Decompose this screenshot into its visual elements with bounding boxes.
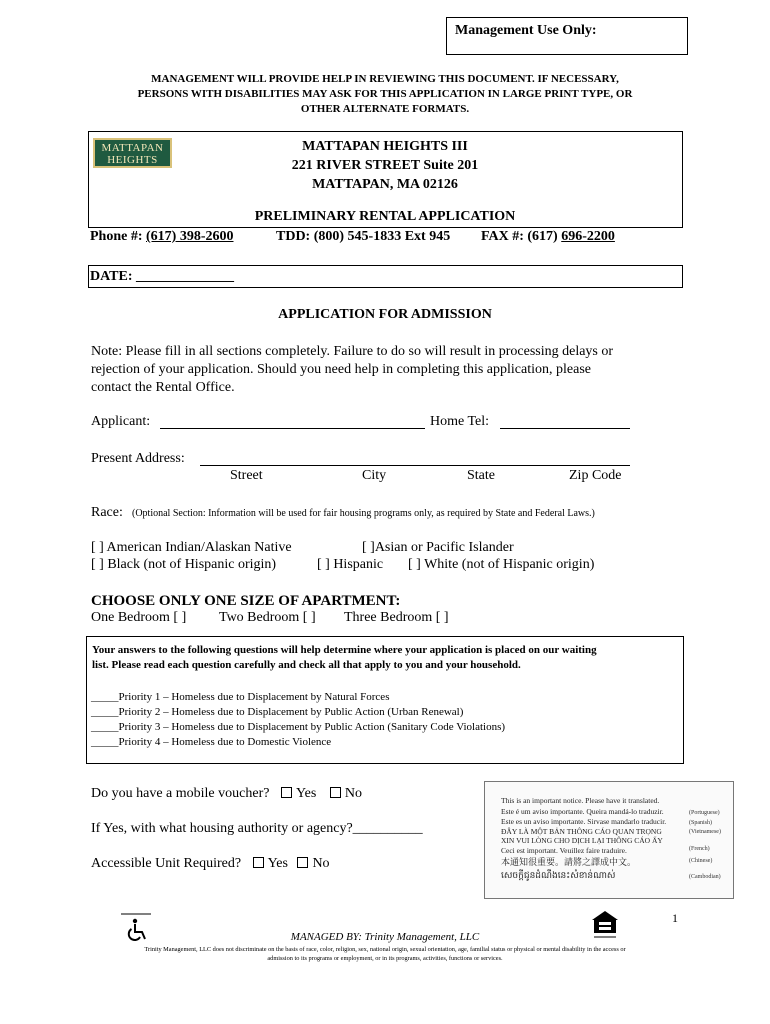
two-bedroom-option[interactable]: Two Bedroom [ ] — [219, 610, 316, 625]
instructions-note: Note: Please fill in all sections completely. Failure to do so will result in processing delays or rejection of your application. Should you need help in completing this application, please contact the Rental Office. — [91, 344, 614, 395]
race-option-black[interactable]: [ ] Black (not of Hispanic origin) — [91, 557, 277, 572]
address-city-caption: City — [362, 468, 387, 483]
non-discrimination-disclaimer: Trinity Management, LLC does not discriminate on the basis of race, color, religion, sex, national origin, sexual orientation, age, familial status or physical or mental disability in the access or admission to its programs or employment, or in its programs, activities, functions or services. — [144, 946, 626, 962]
home-tel-input[interactable] — [500, 428, 630, 429]
accessible-yes-checkbox[interactable] — [253, 857, 264, 868]
accessible-no-checkbox[interactable] — [297, 857, 308, 868]
applicant-input[interactable] — [160, 428, 425, 429]
three-bedroom-option[interactable]: Three Bedroom [ ] — [344, 610, 449, 625]
race-option-asian[interactable]: [ ]Asian or Pacific Islander — [362, 540, 514, 555]
date-field[interactable]: DATE: ______________ — [90, 269, 235, 284]
management-use-box — [446, 17, 688, 55]
race-option-american-indian[interactable]: [ ] American Indian/Alaskan Native — [91, 540, 292, 555]
priority-item-1[interactable]: _____Priority 1 – Homeless due to Displacement by Natural Forces — [91, 691, 390, 703]
date-box — [88, 265, 683, 288]
tdd-number: TDD: (800) 545-1833 Ext 945 — [276, 229, 451, 244]
management-use-label: Management Use Only: — [455, 23, 597, 38]
accessibility-notice — [60, 72, 710, 117]
priority-intro: Your answers to the following questions will help determine where your application is placed on our waiting list. Please read each question carefully and check all that apply to you and your household. — [92, 644, 597, 671]
property-city: MATTAPAN, MA 02126 — [312, 177, 458, 192]
notice-line-2: PERSONS WITH DISABILITIES MAY ASK FOR THIS APPLICATION IN LARGE PRINT TYPE, OR — [137, 88, 633, 100]
mattapan-heights-logo: MATTAPAN HEIGHTS — [93, 138, 172, 168]
notice-line-3: OTHER ALTERNATE FORMATS. — [300, 103, 470, 115]
form-title: PRELIMINARY RENTAL APPLICATION — [254, 209, 516, 224]
applicant-label: Applicant: — [91, 414, 151, 429]
fax-number: 696-2200 — [561, 229, 615, 244]
housing-authority-question[interactable]: If Yes, with what housing authority or agency?__________ — [91, 821, 423, 836]
address-zip-caption: Zip Code — [569, 468, 622, 483]
notice-line-1: MANAGEMENT WILL PROVIDE HELP IN REVIEWING THIS DOCUMENT. IF NECESSARY, — [151, 73, 619, 85]
race-option-white[interactable]: [ ] White (not of Hispanic origin) — [408, 557, 595, 572]
property-street: 221 RIVER STREET Suite 201 — [291, 158, 479, 173]
translation-notice: This is an important notice. Please have it translated. Este é um aviso importante. Queira mandá-lo traduzir. Este es un aviso importante. Sirvase mandarlo traducir. ĐÂY LÀ MỘT BẢN THÔNG CÁO QUAN TRỌNG XIN VUI LÒNG CHO DỊCH LẠI THÔNG CÁO ẤY Ceci est important. Veuillez faire traduire. 本通知很重要。請將之譯成中文。 សេចក្តីជូនដំណឹងនេះសំខាន់ណាស់ (Portuguese) (Spanish) (Vietnamese) (French) (Chinese) (Cambodian) — [484, 781, 734, 899]
voucher-yes-checkbox[interactable] — [281, 787, 292, 798]
priority-item-2[interactable]: _____Priority 2 – Homeless due to Displacement by Public Action (Urban Renewal) — [91, 706, 464, 718]
race-note: (Optional Section: Information will be used for fair housing programs only, as required by State and Federal Laws.) — [132, 508, 595, 519]
address-state-caption: State — [467, 468, 495, 483]
property-name: MATTAPAN HEIGHTS III — [302, 139, 468, 154]
race-label: Race: — [91, 505, 123, 520]
accessible-unit-question: Accessible Unit Required? Yes No — [91, 856, 330, 871]
phone-number: (617) 398-2600 — [146, 229, 234, 244]
managed-by: MANAGED BY: Trinity Management, LLC — [290, 931, 480, 943]
present-address-input[interactable] — [200, 465, 630, 466]
application-heading: APPLICATION FOR ADMISSION — [278, 307, 492, 322]
fax-line: FAX #: (617) 696-2200 — [481, 229, 615, 244]
voucher-no-checkbox[interactable] — [330, 787, 341, 798]
property-address — [200, 137, 570, 194]
address-street-caption: Street — [230, 468, 263, 483]
race-option-hispanic[interactable]: [ ] Hispanic — [317, 557, 384, 572]
mobile-voucher-question: Do you have a mobile voucher? Yes No — [91, 786, 362, 801]
home-tel-label: Home Tel: — [430, 414, 490, 429]
present-address-label: Present Address: — [91, 451, 185, 466]
page-number: 1 — [672, 911, 678, 925]
apartment-size-heading: CHOOSE ONLY ONE SIZE OF APARTMENT: — [91, 593, 401, 609]
priority-item-4[interactable]: _____Priority 4 – Homeless due to Domestic Violence — [91, 736, 332, 748]
priority-box — [86, 636, 684, 764]
contact-line: Phone #: (617) 398-2600 — [90, 229, 234, 244]
priority-item-3[interactable]: _____Priority 3 – Homeless due to Displacement by Public Action (Sanitary Code Violations) — [91, 721, 506, 733]
priority-list — [91, 690, 505, 750]
one-bedroom-option[interactable]: One Bedroom [ ] — [91, 610, 187, 625]
